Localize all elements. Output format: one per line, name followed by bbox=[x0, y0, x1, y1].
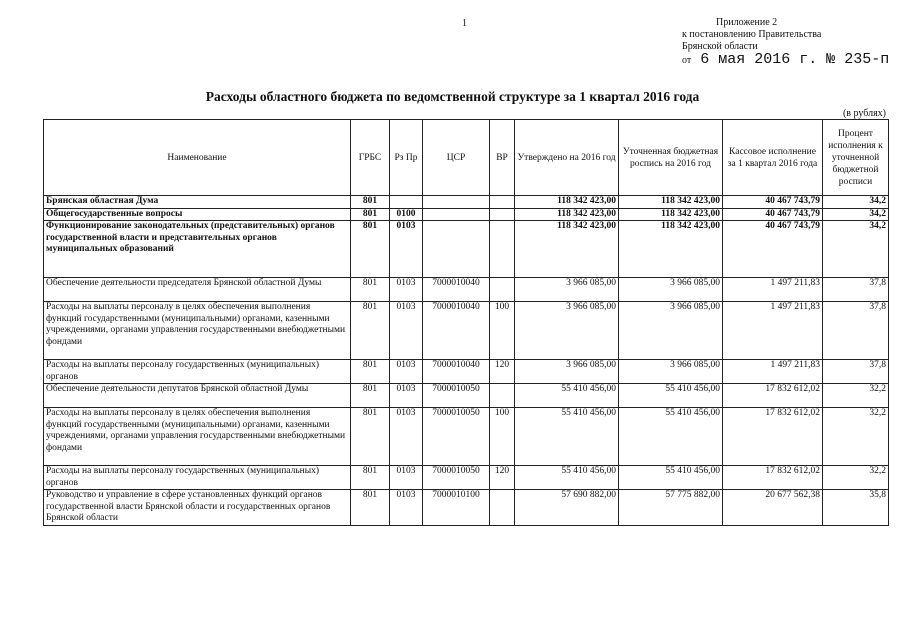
row-cash-cell: 1 497 211,83 bbox=[723, 302, 823, 360]
row-rzpr-cell: 0103 bbox=[390, 278, 423, 302]
header-grbs: ГРБС bbox=[351, 120, 390, 196]
row-refined-cell: 3 966 085,00 bbox=[619, 278, 723, 302]
row-csr-cell: 7000010050 bbox=[423, 408, 490, 466]
row-grbs-cell: 801 bbox=[351, 360, 390, 384]
units-label: (в рублях) bbox=[842, 108, 886, 119]
row-grbs-cell: 801 bbox=[351, 408, 390, 466]
table-row bbox=[44, 221, 889, 278]
row-cash-cell: 17 832 612,02 bbox=[723, 466, 823, 490]
header-name: Наименование bbox=[44, 120, 351, 196]
row-cash-cell: 17 832 612,02 bbox=[723, 384, 823, 408]
row-approved-cell: 3 966 085,00 bbox=[515, 302, 619, 360]
row-vr-cell: 100 bbox=[490, 302, 515, 360]
row-approved-cell: 55 410 456,00 bbox=[515, 384, 619, 408]
row-rzpr-cell: 0100 bbox=[390, 208, 423, 221]
row-vr-cell bbox=[490, 278, 515, 302]
row-percent-cell: 34,2 bbox=[823, 221, 889, 278]
row-approved-cell: 118 342 423,00 bbox=[515, 221, 619, 278]
row-approved-cell: 3 966 085,00 bbox=[515, 278, 619, 302]
row-vr-cell: 100 bbox=[490, 408, 515, 466]
row-rzpr-cell: 0103 bbox=[390, 360, 423, 384]
appendix-line-1: Приложение 2 bbox=[716, 17, 778, 28]
row-approved-cell: 3 966 085,00 bbox=[515, 360, 619, 384]
appendix-date-prefix: от bbox=[682, 55, 692, 66]
row-csr-cell bbox=[423, 221, 490, 278]
header-csr: ЦСР bbox=[423, 120, 490, 196]
header-percent: Процент исполнения к уточненной бюджетной росписи bbox=[823, 120, 889, 196]
row-vr-cell bbox=[490, 384, 515, 408]
row-approved-cell: 57 690 882,00 bbox=[515, 490, 619, 526]
row-percent-cell: 34,2 bbox=[823, 196, 889, 209]
row-name-cell: Руководство и управление в сфере установленных функций органов государственной власти Брянской области и государственных органов Брянской области bbox=[44, 490, 351, 526]
table-row bbox=[44, 302, 889, 360]
row-cash-cell: 1 497 211,83 bbox=[723, 360, 823, 384]
row-rzpr-cell: 0103 bbox=[390, 466, 423, 490]
appendix-date: 6 мая 2016 г. № 235-п bbox=[700, 51, 890, 68]
row-grbs-cell: 801 bbox=[351, 221, 390, 278]
budget-table bbox=[43, 119, 889, 526]
table-row bbox=[44, 196, 889, 209]
row-grbs-cell: 801 bbox=[351, 208, 390, 221]
row-refined-cell: 3 966 085,00 bbox=[619, 360, 723, 384]
row-refined-cell: 118 342 423,00 bbox=[619, 221, 723, 278]
row-grbs-cell: 801 bbox=[351, 490, 390, 526]
row-refined-cell: 55 410 456,00 bbox=[619, 466, 723, 490]
row-rzpr-cell bbox=[390, 196, 423, 209]
row-percent-cell: 37,8 bbox=[823, 302, 889, 360]
table-row bbox=[44, 278, 889, 302]
row-approved-cell: 118 342 423,00 bbox=[515, 196, 619, 209]
row-cash-cell: 40 467 743,79 bbox=[723, 196, 823, 209]
row-name-cell: Расходы на выплаты персоналу государственных (муниципальных) органов bbox=[44, 466, 351, 490]
row-percent-cell: 32,2 bbox=[823, 408, 889, 466]
row-percent-cell: 32,2 bbox=[823, 466, 889, 490]
row-approved-cell: 55 410 456,00 bbox=[515, 408, 619, 466]
appendix-date-line bbox=[682, 51, 890, 68]
row-vr-cell bbox=[490, 221, 515, 278]
row-name-cell: Брянская областная Дума bbox=[44, 196, 351, 209]
appendix-line-3: Брянской области bbox=[682, 41, 758, 52]
header-refined: Уточненная бюджетная роспись на 2016 год bbox=[619, 120, 723, 196]
table-row bbox=[44, 208, 889, 221]
row-vr-cell bbox=[490, 208, 515, 221]
row-vr-cell bbox=[490, 196, 515, 209]
row-csr-cell bbox=[423, 208, 490, 221]
row-refined-cell: 118 342 423,00 bbox=[619, 208, 723, 221]
row-grbs-cell: 801 bbox=[351, 384, 390, 408]
row-name-cell: Расходы на выплаты персоналу в целях обеспечения выполнения функций государственными (муниципальными) органами, казенными учреждениями, органами управления государственными внебюджетными фондами bbox=[44, 302, 351, 360]
document-title: Расходы областного бюджета по ведомственной структуре за 1 квартал 2016 года bbox=[205, 89, 700, 104]
table-row bbox=[44, 466, 889, 490]
row-csr-cell: 7000010040 bbox=[423, 360, 490, 384]
header-approved: Утверждено на 2016 год bbox=[515, 120, 619, 196]
row-approved-cell: 118 342 423,00 bbox=[515, 208, 619, 221]
header-rzpr: Рз Пр bbox=[390, 120, 423, 196]
row-vr-cell: 120 bbox=[490, 466, 515, 490]
row-refined-cell: 55 410 456,00 bbox=[619, 384, 723, 408]
row-grbs-cell: 801 bbox=[351, 196, 390, 209]
table-header-row bbox=[44, 120, 889, 196]
row-cash-cell: 20 677 562,38 bbox=[723, 490, 823, 526]
row-name-cell: Обеспечение деятельности депутатов Брянской областной Думы bbox=[44, 384, 351, 408]
row-cash-cell: 17 832 612,02 bbox=[723, 408, 823, 466]
row-percent-cell: 37,8 bbox=[823, 278, 889, 302]
row-csr-cell: 7000010040 bbox=[423, 278, 490, 302]
row-refined-cell: 118 342 423,00 bbox=[619, 196, 723, 209]
row-grbs-cell: 801 bbox=[351, 278, 390, 302]
row-refined-cell: 3 966 085,00 bbox=[619, 302, 723, 360]
table-row bbox=[44, 490, 889, 526]
row-name-cell: Общегосударственные вопросы bbox=[44, 208, 351, 221]
table-row bbox=[44, 408, 889, 466]
row-refined-cell: 57 775 882,00 bbox=[619, 490, 723, 526]
row-grbs-cell: 801 bbox=[351, 466, 390, 490]
row-cash-cell: 1 497 211,83 bbox=[723, 278, 823, 302]
table-row bbox=[44, 360, 889, 384]
appendix-block bbox=[682, 17, 889, 67]
row-cash-cell: 40 467 743,79 bbox=[723, 208, 823, 221]
row-percent-cell: 32,2 bbox=[823, 384, 889, 408]
row-vr-cell: 120 bbox=[490, 360, 515, 384]
row-rzpr-cell: 0103 bbox=[390, 384, 423, 408]
row-csr-cell: 7000010050 bbox=[423, 466, 490, 490]
row-csr-cell: 7000010100 bbox=[423, 490, 490, 526]
row-name-cell: Расходы на выплаты персоналу государственных (муниципальных) органов bbox=[44, 360, 351, 384]
row-name-cell: Обеспечение деятельности председателя Брянской областной Думы bbox=[44, 278, 351, 302]
row-percent-cell: 37,8 bbox=[823, 360, 889, 384]
header-cash: Кассовое исполнение за 1 квартал 2016 года bbox=[723, 120, 823, 196]
row-grbs-cell: 801 bbox=[351, 302, 390, 360]
row-vr-cell bbox=[490, 490, 515, 526]
row-csr-cell bbox=[423, 196, 490, 209]
row-rzpr-cell: 0103 bbox=[390, 408, 423, 466]
row-rzpr-cell: 0103 bbox=[390, 221, 423, 278]
row-csr-cell: 7000010050 bbox=[423, 384, 490, 408]
table-row bbox=[44, 384, 889, 408]
row-percent-cell: 34,2 bbox=[823, 208, 889, 221]
row-name-cell: Расходы на выплаты персоналу в целях обеспечения выполнения функций государственными (муниципальными) органами, казенными учреждениями, органами управления государственными внебюджетными фондами bbox=[44, 408, 351, 466]
row-rzpr-cell: 0103 bbox=[390, 490, 423, 526]
appendix-line-2: к постановлению Правительства bbox=[682, 29, 822, 40]
row-refined-cell: 55 410 456,00 bbox=[619, 408, 723, 466]
row-name-cell: Функционирование законодательных (представительных) органов государственной власти и представительных органов муниципальных образований bbox=[44, 221, 351, 278]
row-percent-cell: 35,8 bbox=[823, 490, 889, 526]
row-rzpr-cell: 0103 bbox=[390, 302, 423, 360]
row-csr-cell: 7000010040 bbox=[423, 302, 490, 360]
row-cash-cell: 40 467 743,79 bbox=[723, 221, 823, 278]
page-number: 1 bbox=[462, 18, 467, 29]
header-vr: ВР bbox=[490, 120, 515, 196]
row-approved-cell: 55 410 456,00 bbox=[515, 466, 619, 490]
